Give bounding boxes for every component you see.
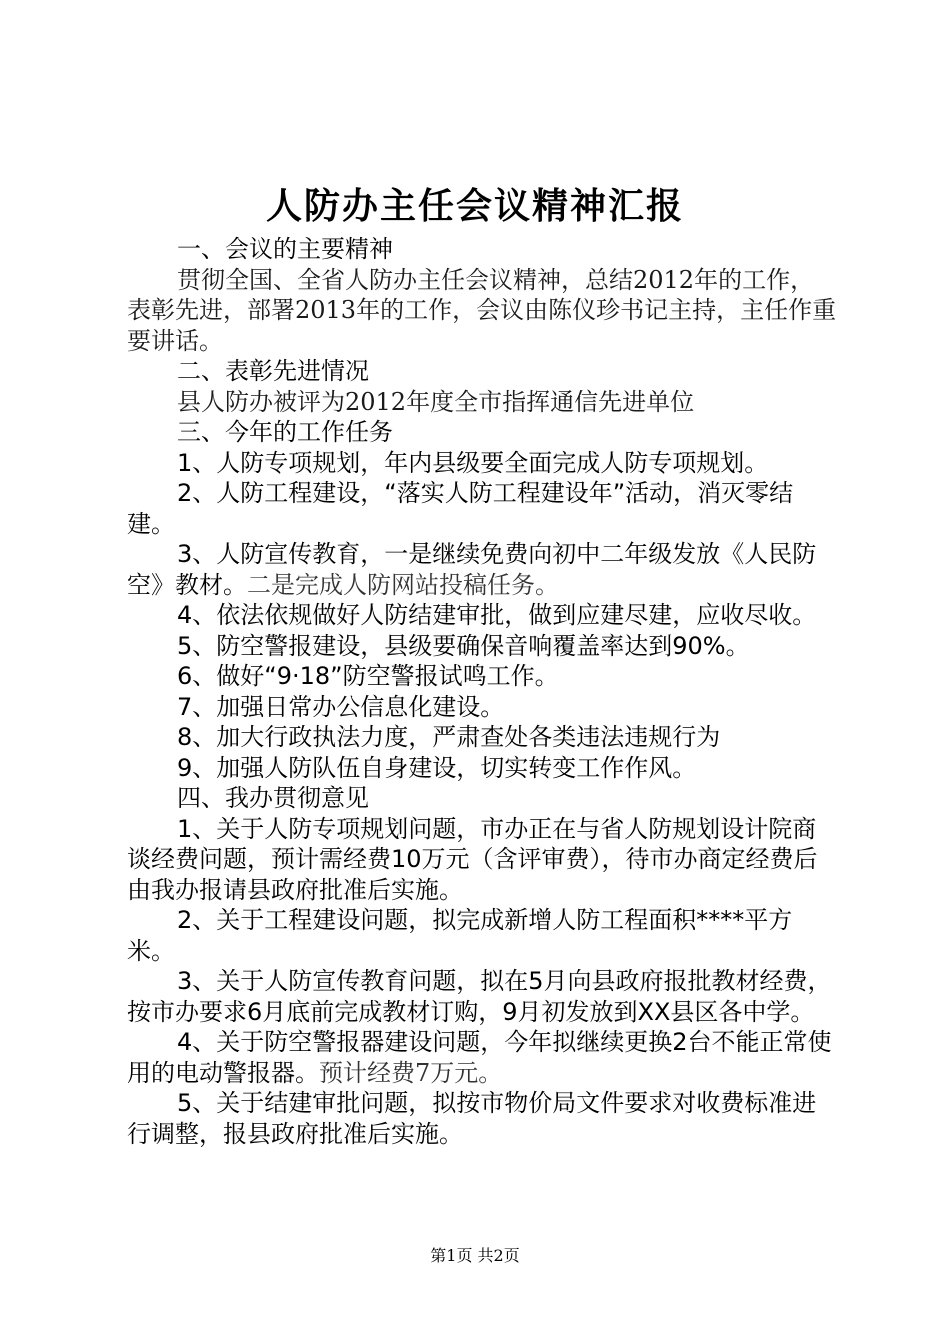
document-body bbox=[127, 234, 837, 1149]
opinion-item-2 bbox=[127, 905, 837, 966]
section-heading-4: 四、我办贯彻意见 bbox=[177, 784, 369, 812]
opinion-item-3-text: 3、关于人防宣传教育问题，拟在5月向县政府报批教材经费，按市办要求6月底前完成教材订购，9月初发放到XX县区各中学。 bbox=[127, 967, 832, 1026]
task-item-3-text: 3、人防宣传教育，一是继续免费向初中二年级发放《人民防空》教材。 bbox=[127, 540, 817, 599]
document-title: 人防办主任会议精神汇报 bbox=[265, 185, 684, 227]
task-item-2-text: 2、人防工程建设，“落实人防工程建设年”活动，消灭零结建。 bbox=[127, 479, 794, 538]
opinion-item-4-text: 4、关于防空警报器建设问题，今年拟继续更换2台不能正常使用的电动警报器。 bbox=[127, 1028, 832, 1087]
task-item-9-text: 9、加强人防队伍自身建设，切实转变工作作风。 bbox=[177, 753, 697, 782]
opinion-item-1 bbox=[127, 814, 837, 906]
task-item-9 bbox=[127, 753, 837, 784]
task-item-8 bbox=[127, 722, 837, 753]
task-item-2 bbox=[127, 478, 837, 539]
opinion-item-2-text: 2、关于工程建设问题，拟完成新增人防工程面积****平方米。 bbox=[127, 906, 793, 965]
task-item-3-tail: 二是完成人防网站投稿任务。 bbox=[247, 570, 559, 599]
task-item-6 bbox=[127, 661, 837, 692]
task-item-7-text: 7、加强日常办公信息化建设。 bbox=[177, 692, 505, 721]
task-item-1-text: 1、人防专项规划，年内县级要全面完成人防专项规划。 bbox=[177, 448, 769, 477]
opinion-item-4-tail: 预计经费7万元。 bbox=[319, 1058, 503, 1087]
task-item-5 bbox=[127, 631, 837, 662]
task-item-1 bbox=[127, 448, 837, 479]
task-item-5-text: 5、防空警报建设，县级要确保音响覆盖率达到90%。 bbox=[177, 631, 750, 660]
opinion-item-5 bbox=[127, 1088, 837, 1149]
opinion-item-5-text: 5、关于结建审批问题，拟按市物价局文件要求对收费标准进行调整，报县政府批准后实施。 bbox=[127, 1089, 817, 1148]
opinion-item-1-text: 1、关于人防专项规划问题，市办正在与省人防规划设计院商谈经费问题，预计需经费10万元（含评审费），待市办商定经费后由我办报请县政府批准后实施。 bbox=[127, 814, 818, 904]
section-2-paragraph: 县人防办被评为2012年度全市指挥通信先进单位 bbox=[177, 387, 695, 416]
section-heading-3: 三、今年的工作任务 bbox=[177, 418, 393, 446]
task-item-8-text: 8、加大行政执法力度，严肃查处各类违法违规行为 bbox=[177, 723, 721, 751]
task-item-6-text: 6、做好“9·18”防空警报试鸣工作。 bbox=[177, 662, 559, 690]
task-item-7 bbox=[127, 692, 837, 723]
opinion-item-4 bbox=[127, 1027, 837, 1088]
section-heading-1: 一、会议的主要精神 bbox=[177, 235, 393, 263]
task-item-3 bbox=[127, 539, 837, 600]
section-1-paragraph: 贯彻全国、全省人防办主任会议精神，总结2012年的工作，表彰先进，部署2013年的工作，会议由陈仪珍书记主持，主任作重要讲话。 bbox=[127, 265, 837, 355]
task-item-4-text: 4、依法依规做好人防结建审批，做到应建尽建，应收尽收。 bbox=[177, 601, 817, 629]
section-heading-2: 二、表彰先进情况 bbox=[177, 357, 369, 385]
opinion-item-3 bbox=[127, 966, 837, 1027]
task-item-4 bbox=[127, 600, 837, 631]
page-footer: 第1页 共2页 bbox=[430, 1246, 520, 1265]
